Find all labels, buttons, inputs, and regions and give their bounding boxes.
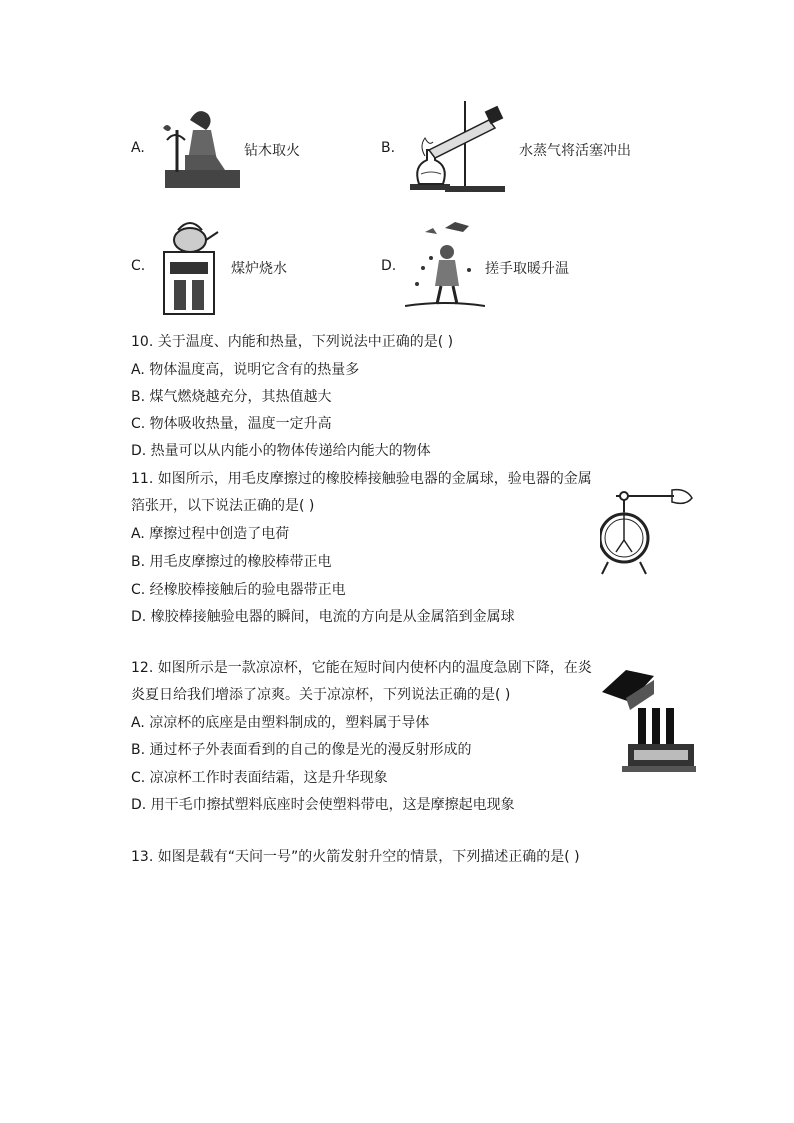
- q10-option-c: C. 物体吸收热量，温度一定升高: [131, 416, 332, 432]
- q10-option-d: D. 热量可以从内能小的物体传递给内能大的物体: [131, 443, 431, 459]
- q11-stem-line2: 箔张开，以下说法正确的是( ): [131, 498, 315, 514]
- q12-option-b: B. 通过杯子外表面看到的自己的像是光的漫反射形成的: [131, 742, 472, 758]
- q10-option-b: B. 煤气燃烧越充分，其热值越大: [131, 389, 332, 405]
- option-b-letter: B.: [381, 140, 396, 156]
- electroscope-figure: [600, 482, 696, 576]
- q11-stem-line1: 11. 如图所示，用毛皮摩擦过的橡胶棒接触验电器的金属球，验电器的金属: [131, 471, 592, 487]
- q12-option-d: D. 用干毛巾擦拭塑料底座时会使塑料带电，这是摩擦起电现象: [131, 797, 515, 813]
- rubbing-hands-figure: [405, 218, 485, 314]
- option-d-caption: 搓手取暖升温: [485, 261, 569, 277]
- q11-option-d: D. 橡胶棒接触验电器的瞬间，电流的方向是从金属箔到金属球: [131, 609, 515, 625]
- coal-stove-kettle-figure: [160, 218, 230, 316]
- q13-stem: 13. 如图是载有“天问一号”的火箭发射升空的情景，下列描述正确的是( ): [131, 849, 580, 865]
- q11-option-a: A. 摩擦过程中创造了电荷: [131, 526, 290, 542]
- q11-option-c: C. 经橡胶棒接触后的验电器带正电: [131, 582, 346, 598]
- q11-option-b: B. 用毛皮摩擦过的橡胶棒带正电: [131, 554, 332, 570]
- option-a-caption: 钻木取火: [244, 143, 300, 159]
- option-c-letter: C.: [131, 258, 146, 274]
- q10-stem: 10. 关于温度、内能和热量，下列说法中正确的是( ): [131, 334, 454, 350]
- q10-option-a: A. 物体温度高，说明它含有的热量多: [131, 362, 360, 378]
- option-a-letter: A.: [131, 140, 145, 156]
- option-c-caption: 煤炉烧水: [231, 261, 287, 277]
- drilling-fire-figure: [155, 100, 245, 192]
- option-d-letter: D.: [381, 258, 397, 274]
- q12-option-c: C. 凉凉杯工作时表面结霜，这是升华现象: [131, 770, 388, 786]
- option-b-caption: 水蒸气将活塞冲出: [519, 143, 631, 159]
- q12-option-a: A. 凉凉杯的底座是由塑料制成的，塑料属于导体: [131, 715, 430, 731]
- q12-stem-line1: 12. 如图所示是一款凉凉杯，它能在短时间内使杯内的温度急剧下降，在炎: [131, 660, 592, 676]
- q12-stem-line2: 炎夏日给我们增添了凉爽。关于凉凉杯，下列说法正确的是( ): [131, 687, 511, 703]
- cooling-cup-figure: [602, 668, 698, 778]
- steam-piston-figure: [405, 96, 515, 196]
